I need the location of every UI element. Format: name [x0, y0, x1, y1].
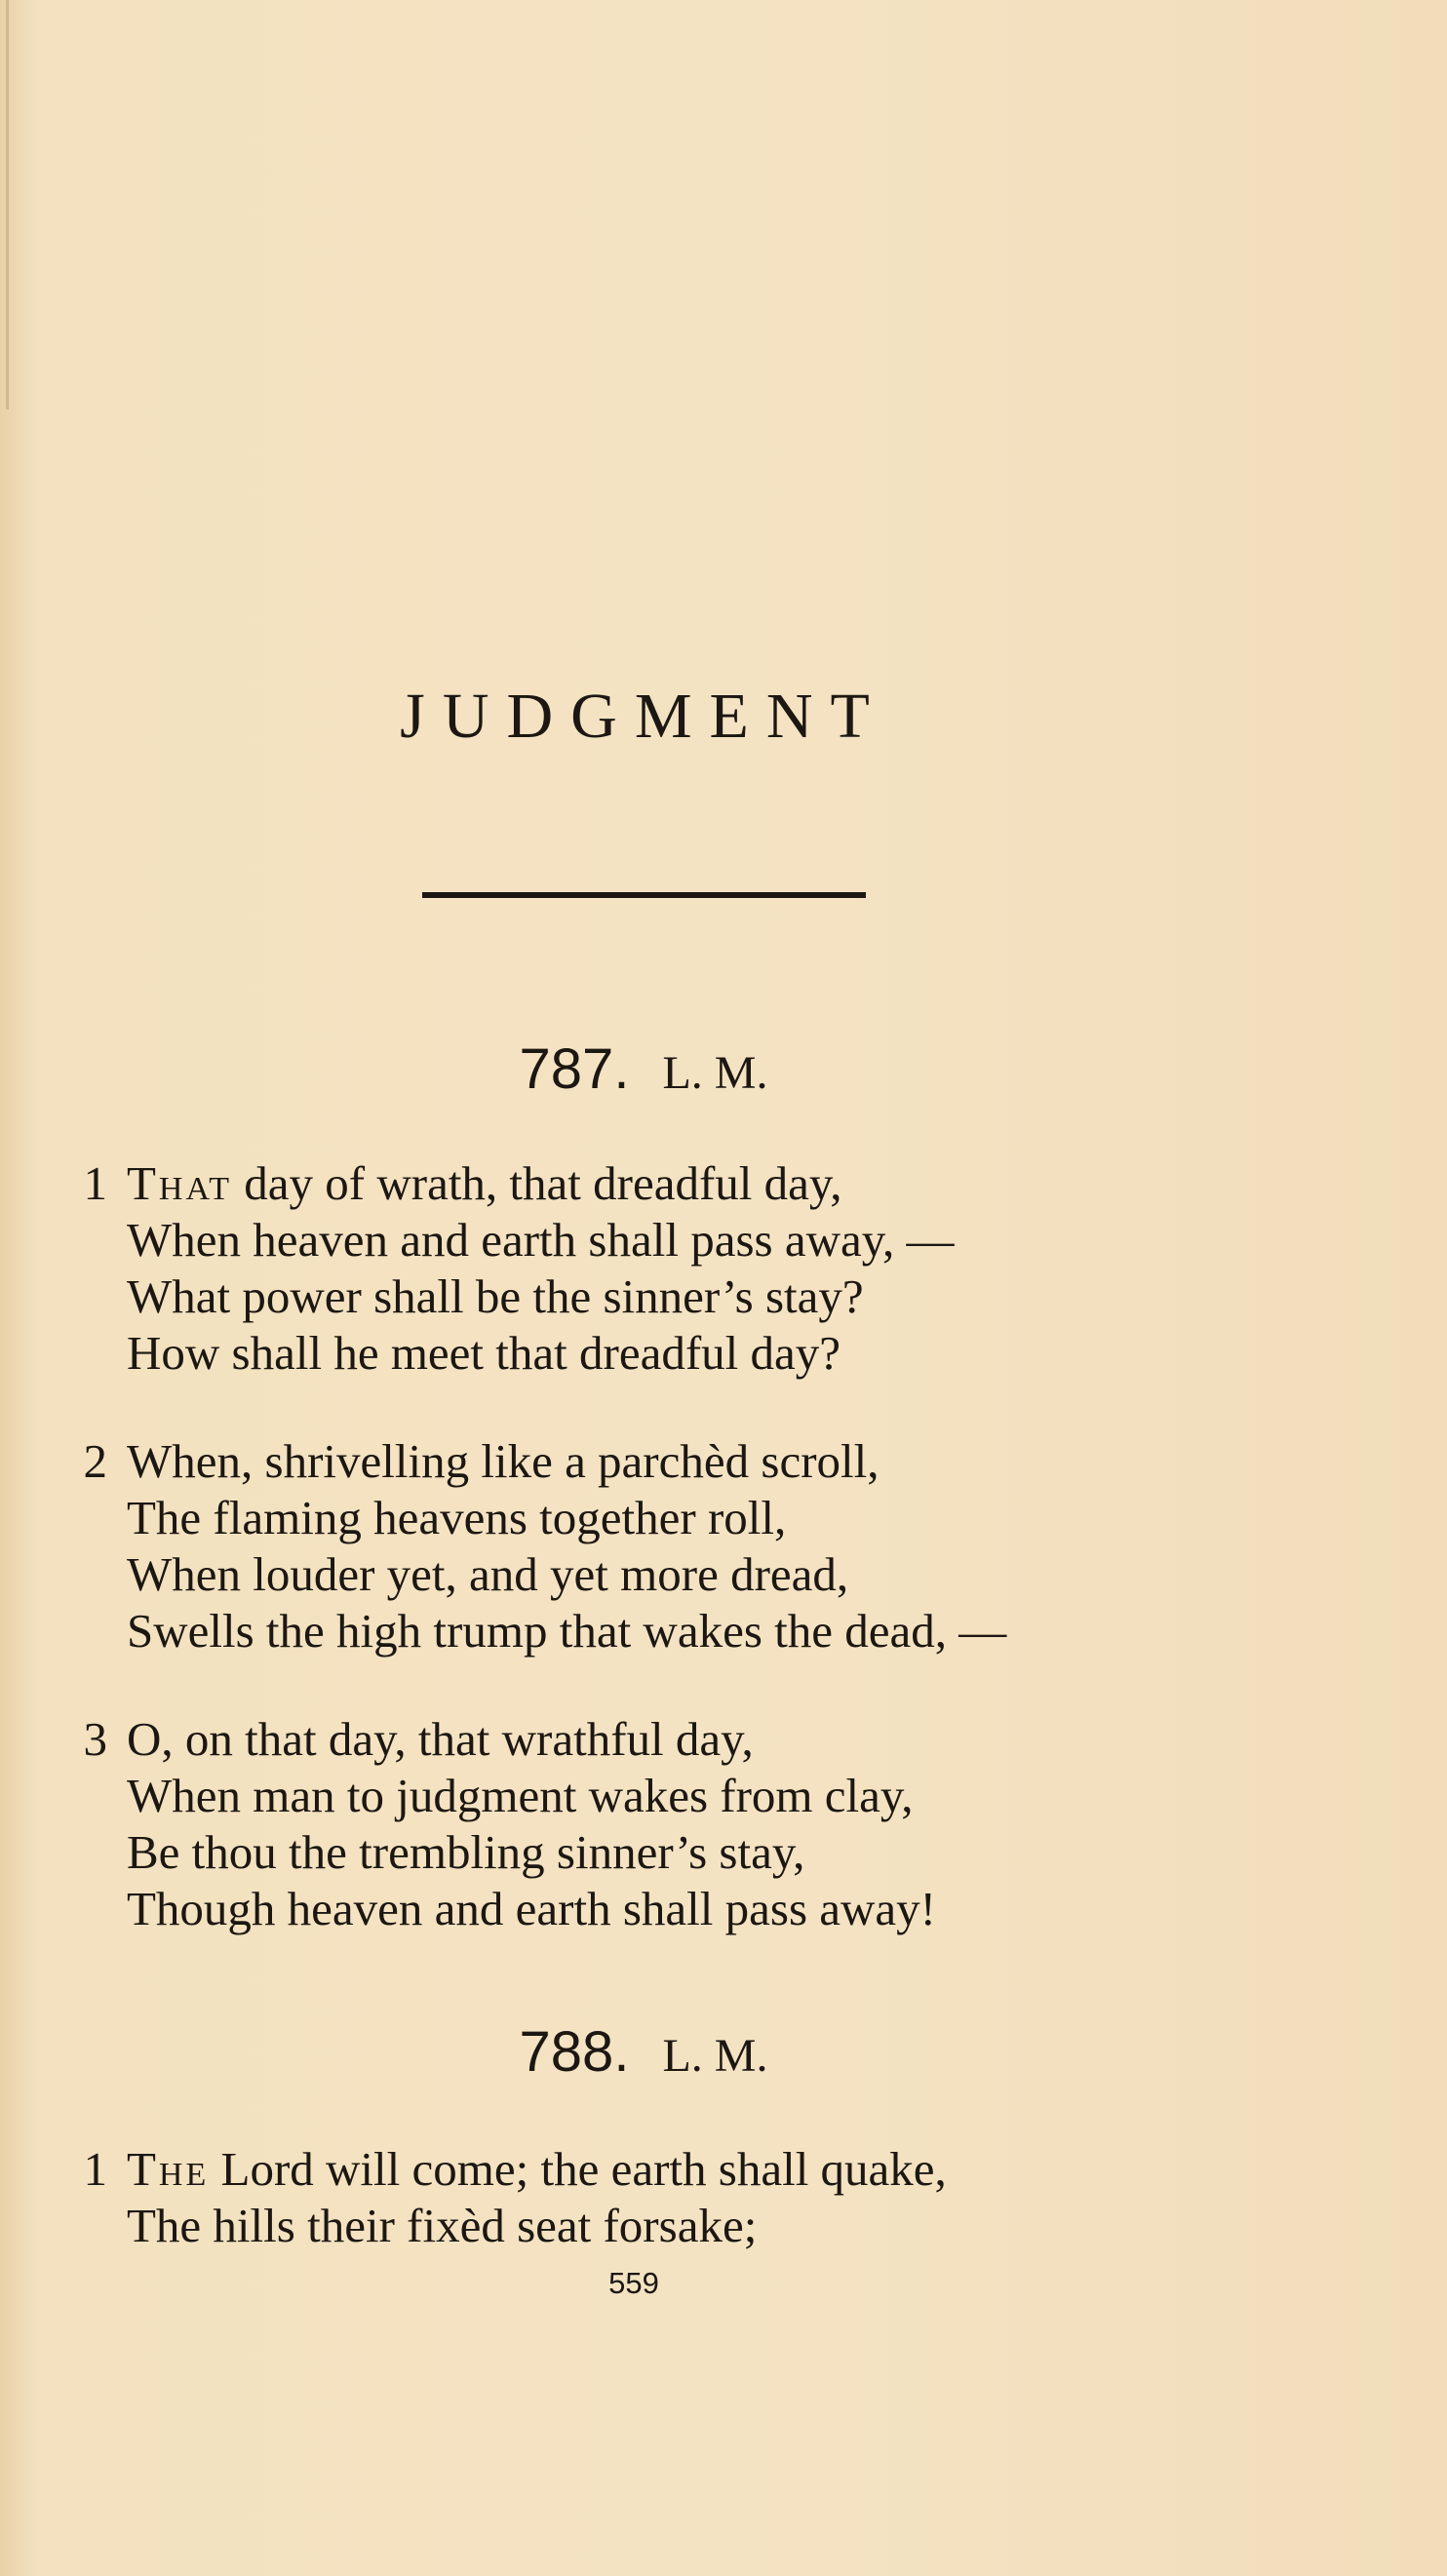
- verse-line: How shall he meet that dreadful day?: [127, 1326, 841, 1380]
- verse-line: When louder yet, and yet more dread,: [127, 1547, 849, 1601]
- line-text: day of wrath, that dreadful day,: [232, 1156, 842, 1210]
- hymn-meter: L. M.: [662, 1047, 768, 1099]
- stanza: [68, 1155, 1336, 1382]
- hymn-heading: [0, 1035, 1287, 1108]
- verse-line: Though heaven and earth shall pass away!: [127, 1882, 936, 1935]
- verse-line: The hills their fixèd seat forsake;: [127, 2199, 758, 2252]
- hymn-heading: [0, 2018, 1287, 2090]
- verse-line: [68, 1711, 1336, 1768]
- hymn-number: 787.: [519, 1037, 630, 1101]
- stanza-number: 1: [83, 2142, 107, 2196]
- line-text: Lord will come; the earth shall quake,: [209, 2142, 947, 2196]
- stanza: [68, 1433, 1336, 1659]
- title-rule: [422, 892, 866, 898]
- first-word: That: [127, 1156, 233, 1210]
- verse-line: What power shall be the sinner’s stay?: [127, 1269, 864, 1323]
- verse-line: [68, 1155, 1336, 1212]
- stanza-number: 2: [83, 1434, 107, 1488]
- section-title: JUDGMENT: [400, 681, 887, 752]
- verse-line: Swells the high trump that wakes the dead, —: [127, 1604, 1007, 1658]
- page-edge-shadow: [6, 0, 9, 410]
- hymn-meter: L. M.: [662, 2030, 768, 2082]
- verse-line: When man to judgment wakes from clay,: [127, 1769, 914, 1822]
- first-word: The: [127, 2142, 210, 2196]
- stanza: [68, 1711, 1336, 1937]
- line-text: O, on that day, that wrathful day,: [127, 1712, 754, 1766]
- page-number: 559: [608, 2266, 659, 2300]
- verse-line: When heaven and earth shall pass away, —: [127, 1213, 955, 1267]
- hymn-number: 788.: [519, 2020, 630, 2084]
- verse-line: [68, 2141, 1336, 2198]
- line-text: When, shrivelling like a parchèd scroll,: [127, 1434, 880, 1488]
- stanza-number: 3: [83, 1712, 107, 1766]
- verse-line: The flaming heavens together roll,: [127, 1491, 787, 1544]
- verse-line: Be thou the trembling sinner’s stay,: [127, 1825, 805, 1879]
- stanza: [68, 2141, 1336, 2254]
- verse-line: [68, 1433, 1336, 1490]
- stanza-number: 1: [83, 1156, 107, 1210]
